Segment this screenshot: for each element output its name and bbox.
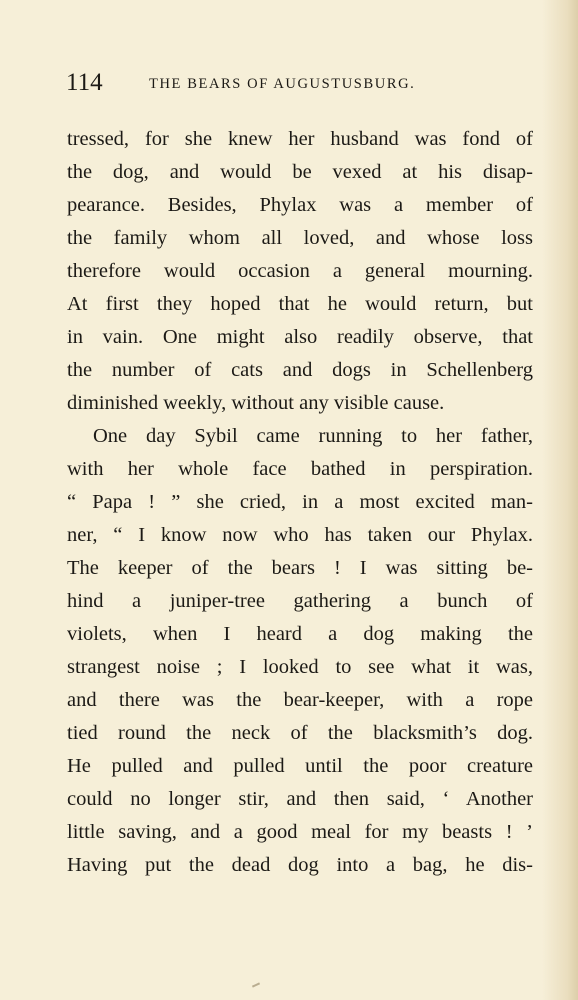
running-title: THE BEARS OF AUGUSTUSBURG. xyxy=(149,76,416,92)
text-line: pearance. Besides, Phylax was a member of xyxy=(67,194,533,216)
text-line: ner, “ I know now who has taken our Phylax. xyxy=(67,524,533,546)
text-line: Having put the dead dog into a bag, he dis- xyxy=(67,854,533,876)
text-line: At first they hoped that he would return, but xyxy=(67,293,533,315)
text-line: The keeper of the bears ! I was sitting be- xyxy=(67,557,533,579)
text-line: violets, when I heard a dog making the xyxy=(67,623,533,645)
text-line: with her whole face bathed in perspiration. xyxy=(67,458,533,480)
text-line: tied round the neck of the blacksmith’s dog. xyxy=(67,722,533,744)
text-line: in vain. One might also readily observe, that xyxy=(67,326,533,348)
page-edge-shading xyxy=(542,0,578,1000)
text-line: He pulled and pulled until the poor creature xyxy=(67,755,533,777)
paper-speck xyxy=(252,982,260,987)
text-line: the dog, and would be vexed at his disap- xyxy=(67,161,533,183)
text-line: diminished weekly, without any visible cause. xyxy=(67,392,445,414)
body-text xyxy=(67,123,533,882)
text-line: little saving, and a good meal for my beasts ! ’ xyxy=(67,821,533,843)
text-line: hind a juniper-tree gathering a bunch of xyxy=(67,590,533,612)
text-line: strangest noise ; I looked to see what it was, xyxy=(67,656,533,678)
text-line: One day Sybil came running to her father, xyxy=(93,425,533,447)
text-line: the family whom all loved, and whose loss xyxy=(67,227,533,249)
page-number: 114 xyxy=(66,69,103,96)
text-line: tressed, for she knew her husband was fond of xyxy=(67,128,533,150)
text-line: therefore would occasion a general mourning. xyxy=(67,260,533,282)
text-line: and there was the bear-keeper, with a rope xyxy=(67,689,533,711)
text-line: the number of cats and dogs in Schellenberg xyxy=(67,359,533,381)
text-line: could no longer stir, and then said, ‘ Another xyxy=(67,788,533,810)
page-header xyxy=(66,68,546,98)
text-line: “ Papa ! ” she cried, in a most excited man- xyxy=(67,491,533,513)
